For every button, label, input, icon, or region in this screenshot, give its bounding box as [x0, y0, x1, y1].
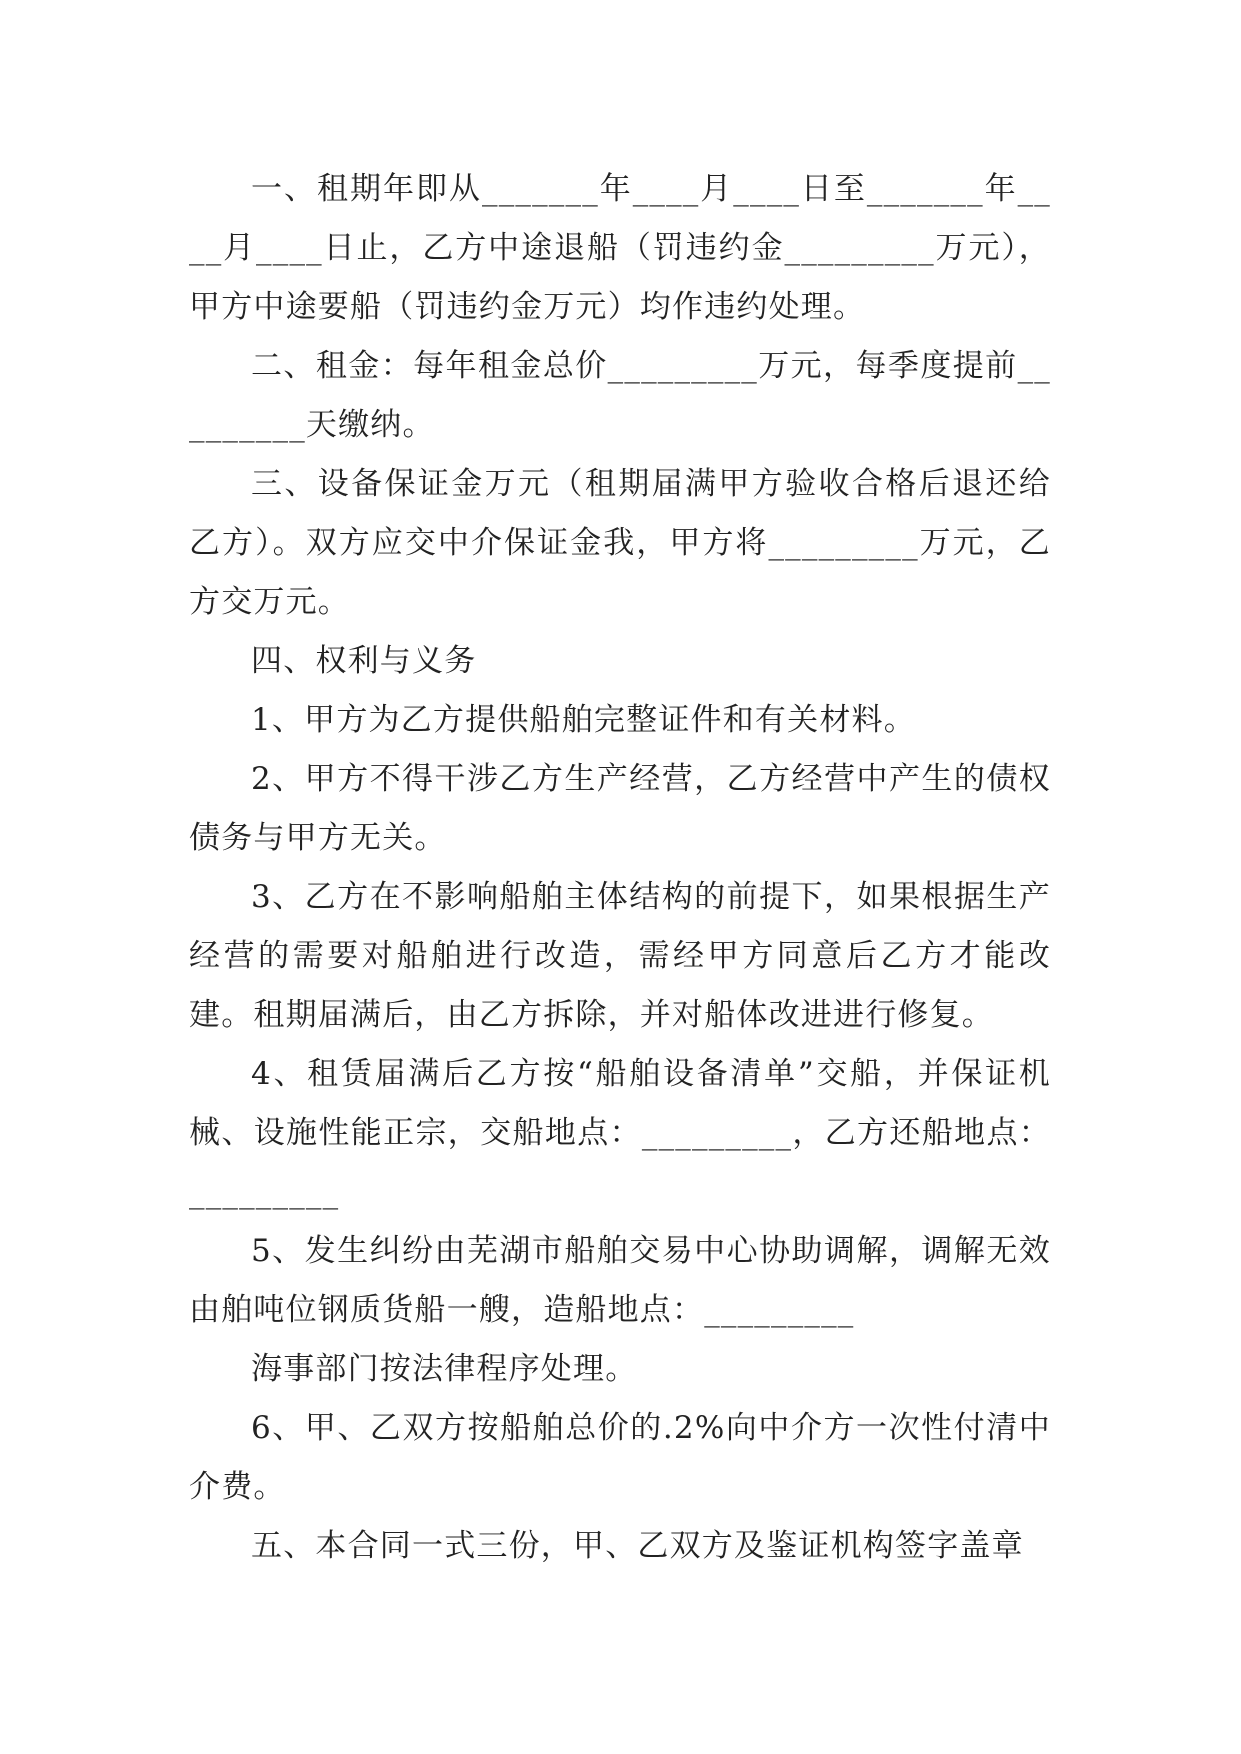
document-body	[189, 160, 1051, 1576]
paragraph-deposit: 三、设备保证金万元（租期届满甲方验收合格后退还给乙方）。双方应交中介保证金我，甲方将_________万元，乙方交万元。	[189, 466, 1051, 620]
paragraph-maritime: 海事部门按法律程序处理。	[251, 1351, 638, 1387]
paragraph-item-2: 2、甲方不得干涉乙方生产经营，乙方经营中产生的债权债务与甲方无关。	[189, 761, 1051, 856]
paragraph-item-1: 1、甲方为乙方提供船舶完整证件和有关材料。	[251, 702, 916, 738]
paragraph-item-4: 4、租赁届满后乙方按“船舶设备清单”交船，并保证机械、设施性能正宗，交船地点：_________，乙方还船地点：_________	[189, 1056, 1051, 1210]
paragraph-item-6: 6、甲、乙双方按船舶总价的.2%向中介方一次性付清中介费。	[189, 1410, 1051, 1505]
paragraph-rights-heading: 四、权利与义务	[251, 643, 477, 679]
paragraph-copies: 五、本合同一式三份，甲、乙双方及鉴证机构签字盖章	[251, 1528, 1024, 1564]
paragraph-lease-term: 一、租期年即从_______年____月____日至_______年____月____日止，乙方中途退船（罚违约金_________万元），甲方中途要船（罚违约金万元）均作违约处理。	[189, 171, 1051, 325]
paragraph-rent: 二、租金：每年租金总价_________万元，每季度提前_________天缴纳。	[189, 348, 1051, 443]
paragraph-item-3: 3、乙方在不影响船舶主体结构的前提下，如果根据生产经营的需要对船舶进行改造，需经甲方同意后乙方才能改建。租期届满后，由乙方拆除，并对船体改进进行修复。	[189, 879, 1051, 1033]
paragraph-item-5: 5、发生纠纷由芜湖市船舶交易中心协助调解，调解无效由舶吨位钢质货船一艘，造船地点：_________	[189, 1233, 1051, 1328]
